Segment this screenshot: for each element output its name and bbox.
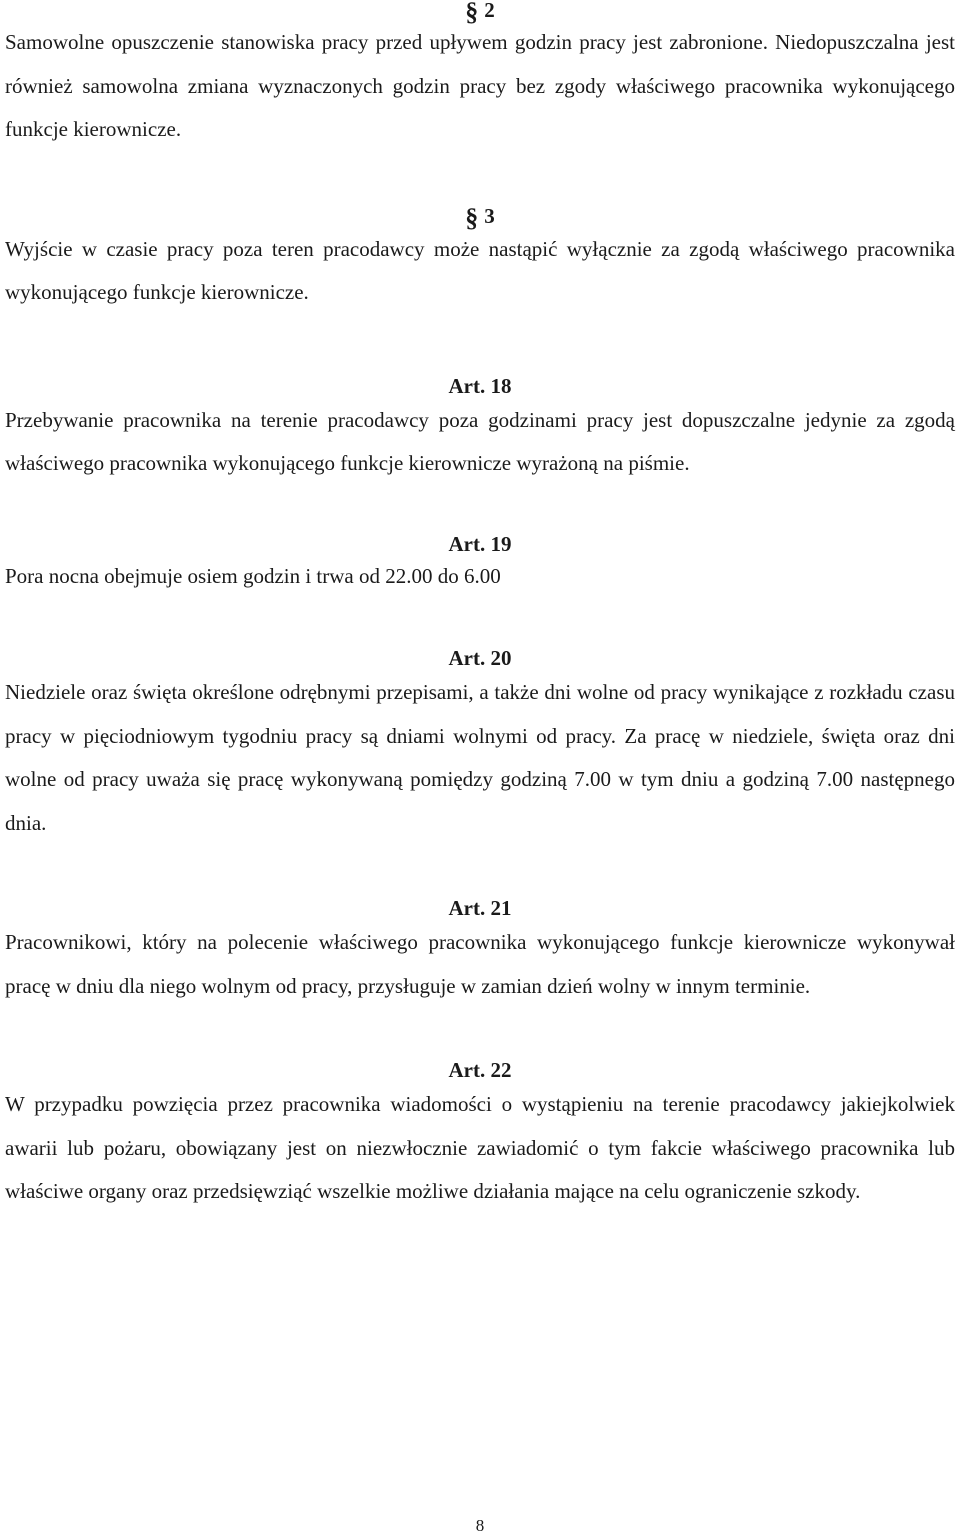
article-heading: Art. 22 <box>448 1058 512 1082</box>
section-symbol: § <box>465 202 479 232</box>
article-20 <box>5 643 955 845</box>
article-21 <box>5 893 955 1008</box>
article-heading: Art. 21 <box>448 896 512 920</box>
section-text: Samowolne opuszczenie stanowiska pracy przed upływem godzin pracy jest zabronione. Niedopuszczalna jest również samowolna zmiana wyznaczonych godzin pracy bez zgody właściwego pracownika wykonującego funkcje kierownicze. <box>5 30 955 141</box>
article-text: Przebywanie pracownika na terenie pracodawcy poza godzinami pracy jest dopuszczalne jedynie za zgodą właściwego pracownika wykonującego funkcje kierownicze wyrażoną na piśmie. <box>5 407 955 475</box>
section-number: 3 <box>484 203 495 228</box>
article-19 <box>5 529 955 599</box>
document-page <box>5 0 955 1214</box>
article-heading: Art. 20 <box>448 646 512 670</box>
article-text: Niedziele oraz święta określone odrębnymi przepisami, a także dni wolne od pracy wynikające z rozkładu czasu pracy w pięciodniowym tygodniu pracy są dniami wolnymi od pracy. Za pracę w niedziele, święta oraz dni wolne od pracy uważa się pracę wykonywaną pomiędzy godziną 7.00 w tym dniu a godziną 7.00 następnego dnia. <box>5 680 955 835</box>
article-heading: Art. 18 <box>448 373 512 398</box>
article-18 <box>5 371 955 486</box>
article-22 <box>5 1055 955 1214</box>
article-heading: Art. 19 <box>448 531 512 556</box>
section-paragraph-3 <box>5 200 955 315</box>
article-text: W przypadku powzięcia przez pracownika wiadomości o wystąpieniu na terenie pracodawcy jakiejkolwiek awarii lub pożaru, obowiązany jest on niezwłocznie zawiadomić o tym fakcie właściwego pracownika lub właściwe organy oraz przedsięwziąć wszelkie możliwe działania mające na celu ograniczenie szkody. <box>5 1092 955 1203</box>
article-text: Pora nocna obejmuje osiem godzin i trwa od 22.00 do 6.00 <box>5 563 501 588</box>
page-number: 8 <box>475 1516 485 1535</box>
section-text: Wyjście w czasie pracy poza teren pracodawcy może nastąpić wyłącznie za zgodą właściwego pracownika wykonującego funkcje kierownicze. <box>5 236 955 304</box>
section-paragraph-2 <box>5 0 955 152</box>
section-number: 2 <box>484 0 495 22</box>
section-heading <box>5 200 955 230</box>
article-text: Pracownikowi, który na polecenie właściwego pracownika wykonującego funkcje kierownicze wykonywał pracę w dniu dla niego wolnym od pracy, przysługuje w zamian dzień wolny w innym terminie. <box>5 930 955 998</box>
section-symbol: § <box>465 0 479 26</box>
